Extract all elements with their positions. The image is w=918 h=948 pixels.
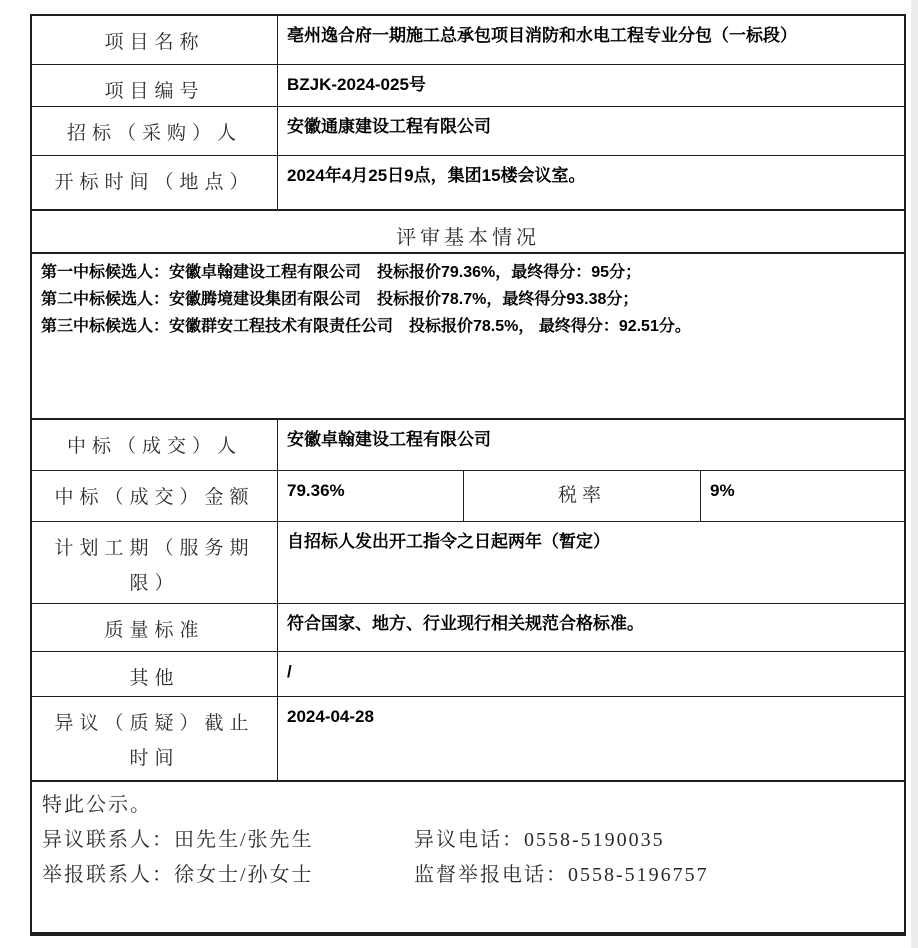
row-amount [32, 470, 904, 521]
page-right-edge [911, 0, 918, 948]
winner-value: 安徽卓翰建设工程有限公司 [287, 430, 491, 449]
candidate-line-3: 第三中标候选人：安徽群安工程技术有限责任公司 投标报价78.5%， 最终得分：92.51分。 [41, 318, 691, 335]
project-name-value: 亳州逸合府一期施工总承包项目消防和水电工程专业分包（一标段） [287, 26, 797, 45]
report-phone: 监督举报电话：0558-5196757 [414, 864, 709, 886]
bid-announcement-table [30, 14, 906, 936]
duration-value: 自招标人发出开工指令之日起两年（暂定） [287, 532, 610, 551]
bid-opening-value: 2024年4月25日9点，集团15楼会议室。 [287, 166, 586, 185]
amount-label: 中标（成交）金额 [32, 471, 278, 521]
row-review-header [32, 209, 904, 252]
footer-objection-line [42, 823, 894, 858]
review-section-title: 评审基本情况 [396, 227, 540, 249]
objection-deadline-label: 异议（质疑）截止时间 [32, 697, 278, 780]
amount-value: 79.36% [278, 471, 464, 521]
row-winner [32, 418, 904, 470]
quality-label: 质量标准 [32, 604, 278, 651]
row-candidates [32, 252, 904, 418]
row-bid-opening [32, 155, 904, 209]
tax-rate-label: 税率 [464, 471, 701, 521]
project-number-value: BZJK-2024-025号 [287, 75, 426, 94]
bid-opening-label: 开标时间（地点） [32, 156, 278, 209]
row-other [32, 651, 904, 696]
row-footer-notice [32, 780, 904, 932]
other-value: / [287, 662, 292, 681]
row-quality [32, 603, 904, 651]
tenderee-value: 安徽通康建设工程有限公司 [287, 117, 491, 136]
candidate-line-1: 第一中标候选人：安徽卓翰建设工程有限公司 投标报价79.36%，最终得分：95分； [41, 264, 642, 281]
project-number-label: 项目编号 [32, 65, 278, 106]
other-label: 其他 [32, 652, 278, 696]
row-project-name [32, 16, 904, 64]
duration-label: 计划工期（服务期限） [32, 522, 278, 603]
footer-notice: 特此公示。 [42, 794, 152, 816]
row-tenderee [32, 106, 904, 155]
row-objection-deadline [32, 696, 904, 780]
project-name-label: 项目名称 [32, 16, 278, 64]
objection-phone: 异议电话：0558-5190035 [414, 829, 665, 851]
objection-contact: 异议联系人：田先生/张先生 [42, 829, 314, 851]
row-duration [32, 521, 904, 603]
candidate-line-2: 第二中标候选人：安徽腾境建设集团有限公司 投标报价78.7%，最终得分93.38分； [41, 291, 639, 308]
tax-rate-value: 9% [710, 481, 735, 500]
report-contact: 举报联系人：徐女士/孙女士 [42, 864, 314, 886]
winner-label: 中标（成交）人 [32, 420, 278, 470]
row-project-number [32, 64, 904, 106]
tenderee-label: 招标（采购）人 [32, 107, 278, 155]
footer-report-line [42, 858, 894, 893]
quality-value: 符合国家、地方、行业现行相关规范合格标准。 [287, 614, 644, 633]
objection-deadline-value: 2024-04-28 [287, 707, 374, 726]
